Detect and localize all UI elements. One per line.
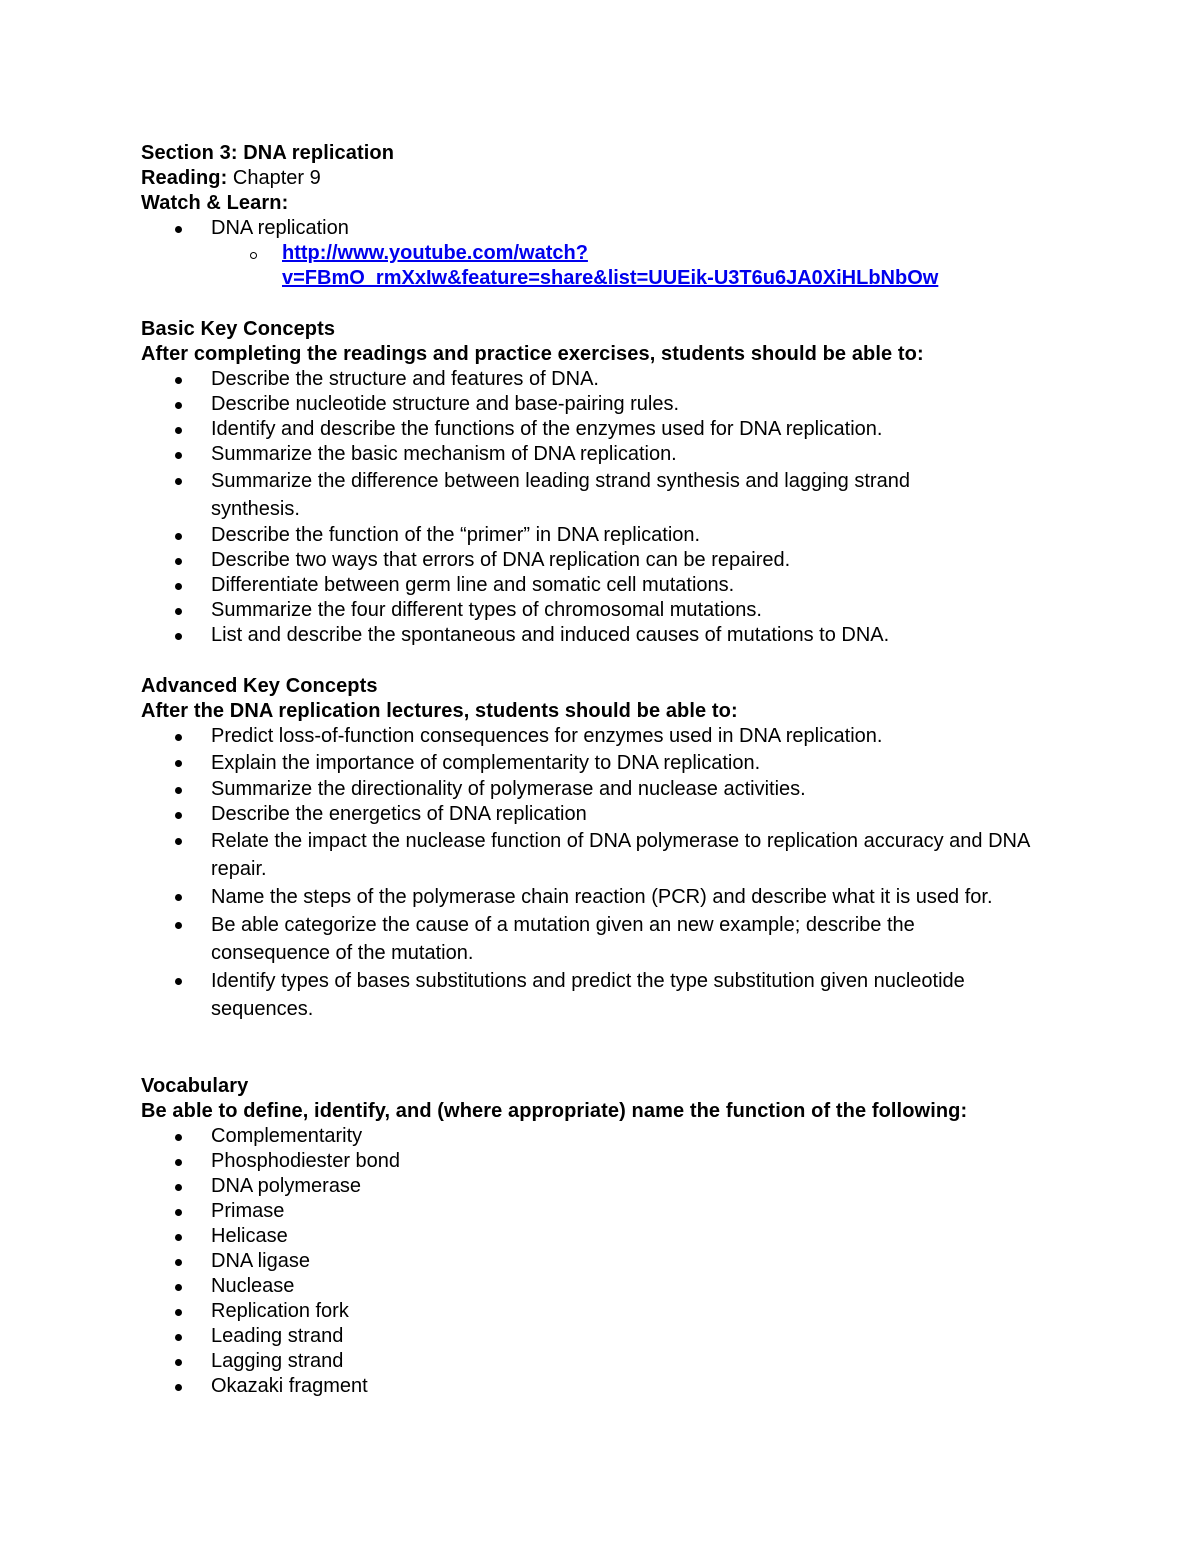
bullet-icon [175, 452, 182, 459]
list-item-text: Identify and describe the functions of the enzymes used for DNA replication. [211, 418, 883, 440]
bullet-icon [175, 1134, 182, 1141]
watch-learn-item: DNA replication [211, 217, 349, 239]
advanced-list [141, 724, 1071, 1023]
bullet-icon [175, 533, 182, 540]
list-item-text: Name the steps of the polymerase chain reaction (PCR) and describe what it is used for. [211, 886, 993, 908]
bullet-icon [175, 1359, 182, 1366]
watch-learn-label: Watch & Learn: [141, 192, 289, 214]
list-item [141, 724, 1071, 749]
list-item [141, 802, 1071, 827]
bullet-icon [175, 922, 182, 929]
list-item [141, 467, 971, 523]
document-page [141, 141, 1071, 1399]
list-item [141, 1349, 1071, 1374]
list-item [141, 1149, 1071, 1174]
bullet-icon [175, 894, 182, 901]
list-item [141, 1224, 1071, 1249]
bullet-icon [175, 978, 182, 985]
list-item-text: List and describe the spontaneous and induced causes of mutations to DNA. [211, 624, 890, 646]
list-item [141, 1299, 1071, 1324]
list-item-text: Phosphodiester bond [211, 1150, 401, 1172]
bullet-icon [175, 787, 182, 794]
bullet-icon [175, 583, 182, 590]
bullet-icon [175, 838, 182, 845]
watch-learn-list [141, 216, 1071, 241]
bullet-icon [175, 1309, 182, 1316]
list-item [141, 967, 1031, 1023]
bullet-icon [175, 402, 182, 409]
basic-intro: After completing the readings and practice exercises, students should be able to: [141, 343, 924, 365]
advanced-intro: After the DNA replication lectures, students should be able to: [141, 700, 738, 722]
basic-list [141, 367, 1071, 648]
list-item [141, 523, 1071, 548]
list-item-text: Describe the energetics of DNA replication [211, 803, 587, 825]
bullet-icon [175, 608, 182, 615]
list-item-text: Differentiate between germ line and somatic cell mutations. [211, 574, 735, 596]
list-item [141, 883, 1071, 911]
bullet-icon [175, 633, 182, 640]
section-title: Section 3: DNA replication [141, 142, 395, 164]
vocabulary-intro: Be able to define, identify, and (where appropriate) name the function of the following: [141, 1100, 968, 1122]
list-item [141, 1199, 1071, 1224]
list-item [141, 216, 1071, 241]
bullet-icon [175, 478, 182, 485]
list-item-text: Replication fork [211, 1300, 349, 1322]
list-item [141, 1249, 1071, 1274]
bullet-icon [175, 427, 182, 434]
bullet-icon [175, 760, 182, 767]
list-item-text: Describe the structure and features of DNA. [211, 368, 599, 390]
list-item-text: Okazaki fragment [211, 1375, 368, 1397]
list-item [141, 367, 1071, 392]
list-item-text: Explain the importance of complementarity to DNA replication. [211, 752, 761, 774]
list-item-text: Nuclease [211, 1275, 295, 1297]
list-item [141, 392, 1071, 417]
video-link-line-2: v=FBmO_rmXxIw&feature=share&list=UUEik-U3T6u6JA0XiHLbNbOw [282, 267, 939, 289]
vocabulary-heading: Vocabulary [141, 1075, 249, 1097]
basic-heading: Basic Key Concepts [141, 318, 336, 340]
list-item-text: DNA ligase [211, 1250, 310, 1272]
list-item [141, 911, 981, 967]
bullet-icon [175, 377, 182, 384]
list-item [141, 1124, 1071, 1149]
list-item-text: Summarize the basic mechanism of DNA replication. [211, 443, 677, 465]
list-item-text: Summarize the directionality of polymerase and nuclease activities. [211, 778, 806, 800]
bullet-icon [175, 1334, 182, 1341]
list-item-text: Helicase [211, 1225, 288, 1247]
list-item-text: Describe the function of the “primer” in DNA replication. [211, 524, 701, 546]
bullet-icon [175, 226, 182, 233]
reading-label: Reading: [141, 167, 228, 189]
list-item [141, 442, 1071, 467]
list-item-text: Summarize the difference between leading strand synthesis and lagging strand synthesis. [211, 470, 910, 520]
list-item-text: Complementarity [211, 1125, 363, 1147]
list-item [141, 598, 1071, 623]
list-item-text: Primase [211, 1200, 285, 1222]
bullet-icon [175, 1234, 182, 1241]
reading-line [141, 166, 1071, 191]
list-item [141, 827, 1051, 883]
list-item [141, 1374, 1071, 1399]
video-link[interactable] [282, 242, 938, 289]
bullet-icon [175, 734, 182, 741]
bullet-icon [175, 1209, 182, 1216]
list-item-text: Lagging strand [211, 1350, 344, 1372]
list-item [141, 1174, 1071, 1199]
list-item-text: Describe nucleotide structure and base-pairing rules. [211, 393, 680, 415]
list-item [141, 777, 1071, 802]
list-item [141, 1274, 1071, 1299]
video-link-item [141, 241, 1071, 291]
list-item-text: Be able categorize the cause of a mutation given an new example; describe the consequence of the mutation. [211, 914, 915, 964]
hollow-bullet-icon [250, 252, 257, 259]
bullet-icon [175, 1159, 182, 1166]
list-item [141, 548, 1071, 573]
bullet-icon [175, 812, 182, 819]
reading-value: Chapter 9 [232, 167, 321, 189]
bullet-icon [175, 558, 182, 565]
list-item-text: Identify types of bases substitutions and predict the type substitution given nucleotide sequences. [211, 970, 965, 1020]
list-item [141, 417, 1071, 442]
list-item-text: Summarize the four different types of chromosomal mutations. [211, 599, 762, 621]
list-item [141, 1324, 1071, 1349]
list-item [141, 573, 1071, 598]
video-link-line-1: http://www.youtube.com/watch? [282, 242, 588, 264]
list-item-text: DNA polymerase [211, 1175, 362, 1197]
list-item [141, 623, 1071, 648]
list-item-text: Describe two ways that errors of DNA replication can be repaired. [211, 549, 791, 571]
vocabulary-list [141, 1124, 1071, 1399]
bullet-icon [175, 1259, 182, 1266]
bullet-icon [175, 1184, 182, 1191]
advanced-heading: Advanced Key Concepts [141, 675, 378, 697]
list-item-text: Leading strand [211, 1325, 344, 1347]
list-item [141, 749, 1071, 777]
list-item-text: Predict loss-of-function consequences for enzymes used in DNA replication. [211, 725, 883, 747]
bullet-icon [175, 1384, 182, 1391]
bullet-icon [175, 1284, 182, 1291]
list-item-text: Relate the impact the nuclease function of DNA polymerase to replication accuracy and DNA repair. [211, 830, 1030, 880]
